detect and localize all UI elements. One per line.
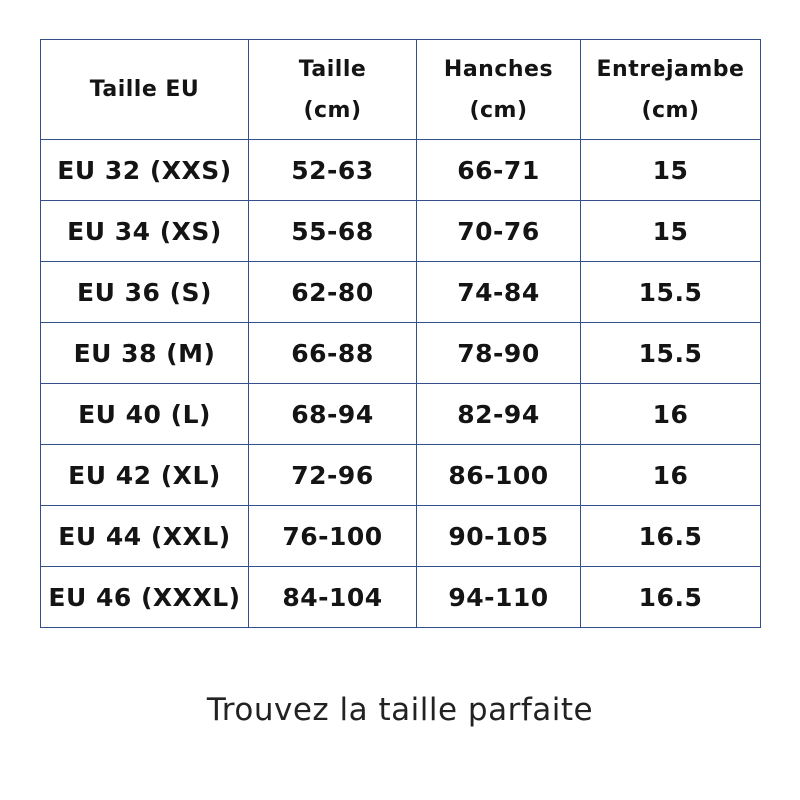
- header-entrejambe-cm-line2: (cm): [641, 97, 700, 123]
- header-hanches-cm-line2: (cm): [469, 97, 528, 123]
- cell-hips: 90-105: [417, 506, 581, 567]
- table-row: [41, 140, 761, 201]
- table-row: [41, 262, 761, 323]
- cell-size: EU 46 (XXXL): [41, 567, 249, 628]
- header-hanches-cm: [417, 40, 581, 140]
- cell-hips: 86-100: [417, 445, 581, 506]
- caption-text: Trouvez la taille parfaite: [206, 692, 594, 728]
- cell-inseam: 16.5: [581, 567, 761, 628]
- header-hanches-cm-line1: Hanches: [443, 56, 554, 82]
- cell-size: EU 38 (M): [41, 323, 249, 384]
- cell-waist: 52-63: [249, 140, 417, 201]
- table-row: [41, 506, 761, 567]
- cell-hips: 82-94: [417, 384, 581, 445]
- cell-size: EU 44 (XXL): [41, 506, 249, 567]
- cell-waist: 84-104: [249, 567, 417, 628]
- table-row: [41, 323, 761, 384]
- cell-inseam: 15: [581, 201, 761, 262]
- cell-waist: 72-96: [249, 445, 417, 506]
- size-chart-body: [41, 140, 761, 628]
- size-chart-table: [40, 39, 761, 628]
- header-taille-cm-line1: Taille: [298, 56, 367, 82]
- table-row: [41, 567, 761, 628]
- cell-size: EU 40 (L): [41, 384, 249, 445]
- table-row: [41, 445, 761, 506]
- cell-size: EU 32 (XXS): [41, 140, 249, 201]
- cell-size: EU 36 (S): [41, 262, 249, 323]
- cell-hips: 78-90: [417, 323, 581, 384]
- cell-hips: 74-84: [417, 262, 581, 323]
- header-row: [41, 40, 761, 140]
- cell-hips: 66-71: [417, 140, 581, 201]
- cell-hips: 70-76: [417, 201, 581, 262]
- cell-inseam: 16: [581, 445, 761, 506]
- table-row: [41, 201, 761, 262]
- header-taille-eu: [41, 40, 249, 140]
- cell-inseam: 16: [581, 384, 761, 445]
- cell-inseam: 16.5: [581, 506, 761, 567]
- cell-waist: 68-94: [249, 384, 417, 445]
- header-taille-cm-line2: (cm): [303, 97, 362, 123]
- header-entrejambe-cm: [581, 40, 761, 140]
- cell-hips: 94-110: [417, 567, 581, 628]
- cell-inseam: 15.5: [581, 262, 761, 323]
- cell-waist: 66-88: [249, 323, 417, 384]
- table-row: [41, 384, 761, 445]
- cell-waist: 62-80: [249, 262, 417, 323]
- cell-waist: 76-100: [249, 506, 417, 567]
- cell-inseam: 15.5: [581, 323, 761, 384]
- cell-waist: 55-68: [249, 201, 417, 262]
- header-entrejambe-cm-line1: Entrejambe: [596, 56, 745, 82]
- header-taille-cm: [249, 40, 417, 140]
- cell-inseam: 15: [581, 140, 761, 201]
- header-taille-eu-line1: Taille EU: [89, 77, 200, 102]
- cell-size: EU 34 (XS): [41, 201, 249, 262]
- size-chart-header: [41, 40, 761, 140]
- cell-size: EU 42 (XL): [41, 445, 249, 506]
